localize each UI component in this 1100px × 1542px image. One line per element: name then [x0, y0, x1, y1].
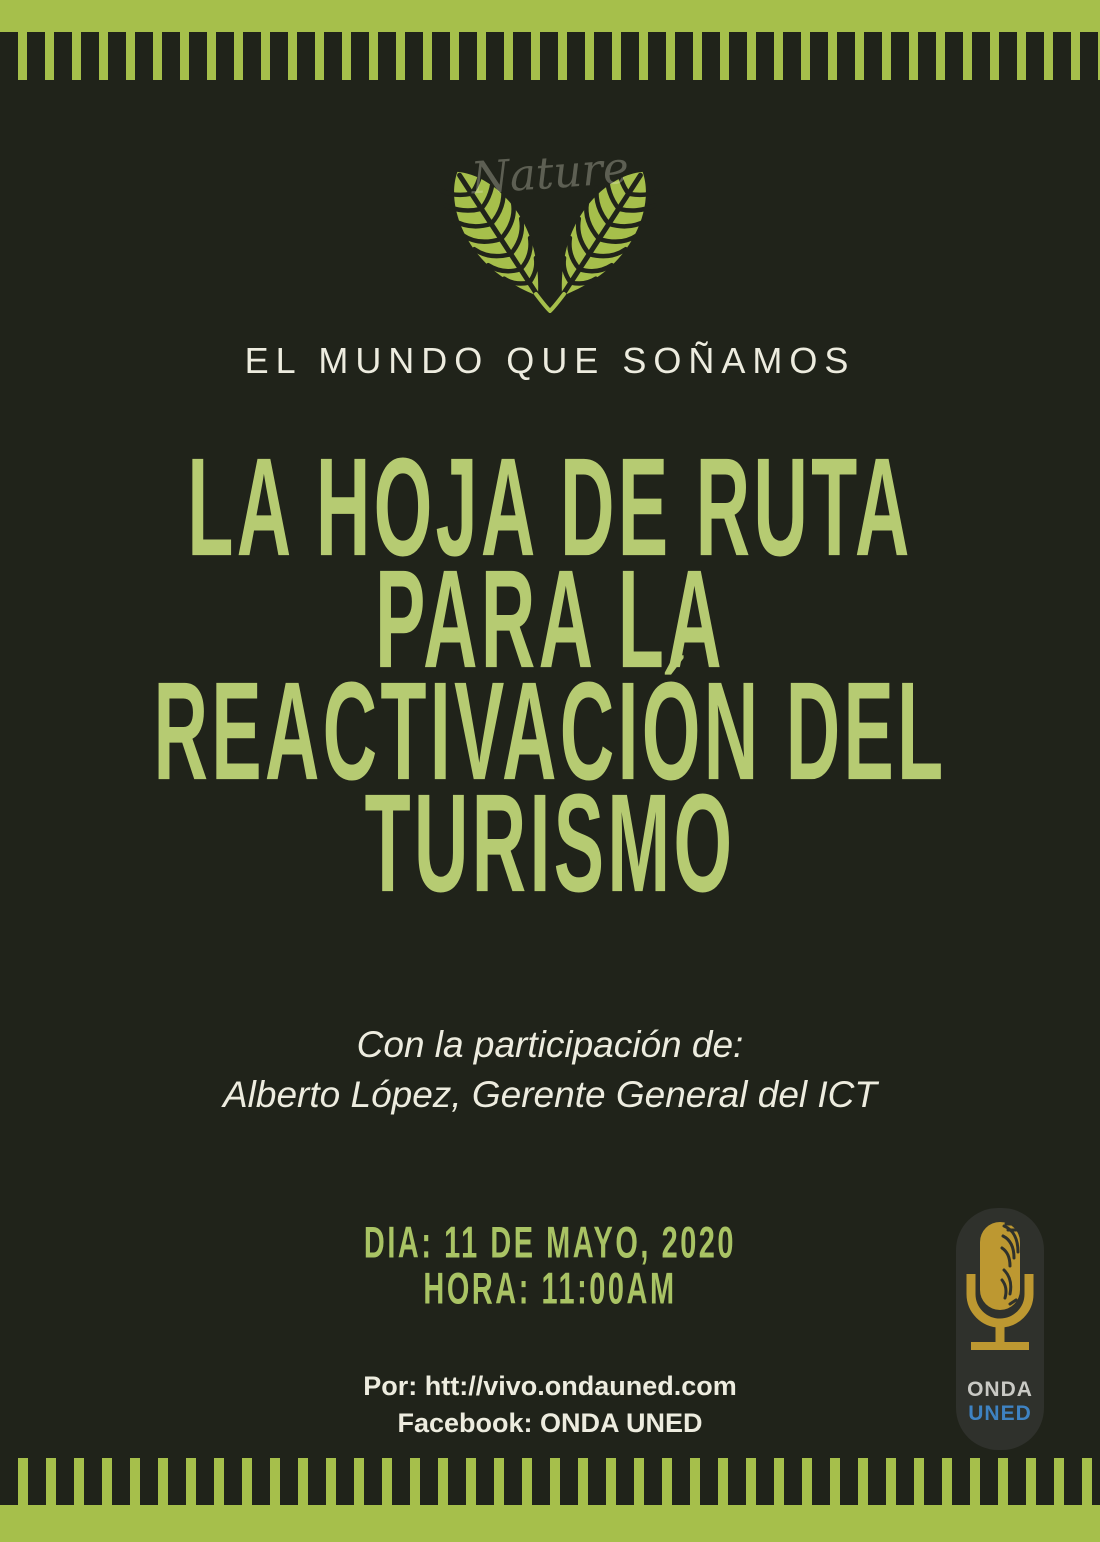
- main-title: [0, 430, 1100, 922]
- logo-text-onda: ONDA: [967, 1378, 1033, 1401]
- bottom-border-comb-pattern: [0, 1458, 1100, 1505]
- broadcast-url: Por: htt://vivo.ondauned.com: [363, 1371, 737, 1401]
- bottom-border-strip: [0, 1458, 1100, 1542]
- schedule-date: DIA: 11 DE MAYO, 2020: [363, 1218, 737, 1268]
- participation-block: [0, 1020, 1100, 1120]
- nature-script-watermark: Nature: [469, 142, 631, 205]
- tagline: EL MUNDO QUE SOÑAMOS: [244, 340, 856, 381]
- logo-text-uned: UNED: [968, 1402, 1032, 1425]
- schedule-time: HORA: 11:00AM: [423, 1264, 677, 1314]
- title-line-2: PARA LA: [375, 542, 725, 698]
- title-line-1: LA HOJA DE RUTA: [187, 430, 913, 586]
- broadcast-block: [0, 1368, 1100, 1442]
- broadcast-facebook: Facebook: ONDA UNED: [397, 1408, 703, 1438]
- top-border-strip: [0, 0, 1100, 80]
- microphone-icon: [956, 1208, 1044, 1376]
- leaves-icon: [415, 103, 685, 313]
- title-line-4: TURISMO: [364, 766, 736, 922]
- schedule-block: [0, 1220, 1100, 1312]
- onda-uned-logo: [956, 1208, 1044, 1450]
- participation-guest: Alberto López, Gerente General del ICT: [222, 1074, 878, 1115]
- top-border-comb-pattern: [0, 32, 1100, 80]
- title-line-3: REACTIVACIÓN DEL: [153, 654, 947, 810]
- participation-intro: Con la participación de:: [356, 1024, 744, 1065]
